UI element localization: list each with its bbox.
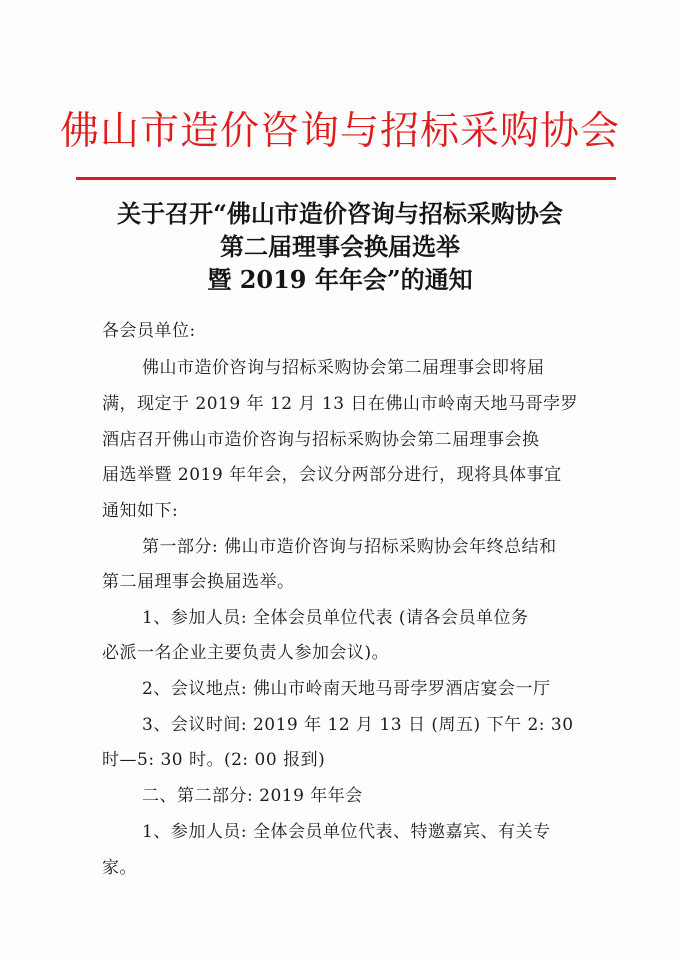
notice-title-line-1: 关于召开“佛山市造价咨询与招标采购协会 xyxy=(117,199,563,228)
part1-item3-line-2: 时—5: 30 时。(2: 00 报到) xyxy=(102,750,326,770)
intro-line-4: 届选举暨 2019 年年会，会议分两部分进行，现将具体事宜 xyxy=(102,465,562,485)
notice-title-line-3: 暨 2019 年年会”的通知 xyxy=(207,265,473,294)
part1-heading-line-2: 第二届理事会换届选举。 xyxy=(102,572,295,592)
salutation: 各会员单位: xyxy=(102,321,196,341)
part1-item3-line-1: 3、会议时间: 2019 年 12 月 13 日 (周五) 下午 2: 30 xyxy=(142,715,574,735)
part2-item1-line-1: 1、参加人员: 全体会员单位代表、特邀嘉宾、有关专 xyxy=(142,822,551,842)
intro-line-3: 酒店召开佛山市造价咨询与招标采购协会第二届理事会换 xyxy=(102,430,540,450)
intro-line-2: 满，现定于 2019 年 12 月 13 日在佛山市岭南天地马哥孛罗 xyxy=(102,394,578,414)
part2-heading: 二、第二部分: 2019 年年会 xyxy=(142,786,363,806)
intro-line-5: 通知如下: xyxy=(102,501,179,521)
part1-heading-line-1: 第一部分: 佛山市造价咨询与招标采购协会年终总结和 xyxy=(142,537,557,557)
notice-title-line-2: 第二届理事会换届选举 xyxy=(220,232,460,261)
part1-item2: 2、会议地点: 佛山市岭南天地马哥孛罗酒店宴会一厅 xyxy=(142,679,551,699)
part2-item1-line-2: 家。 xyxy=(102,858,137,878)
part1-item1-line-2: 必派一名企业主要负责人参加会议)。 xyxy=(102,643,390,663)
organization-header: 佛山市造价咨询与招标采购协会 xyxy=(59,109,620,154)
part1-item1-line-1: 1、参加人员: 全体会员单位代表 (请各会员单位务 xyxy=(142,608,529,628)
header-divider xyxy=(76,177,616,180)
intro-line-1: 佛山市造价咨询与招标采购协会第二届理事会即将届 xyxy=(142,358,545,378)
